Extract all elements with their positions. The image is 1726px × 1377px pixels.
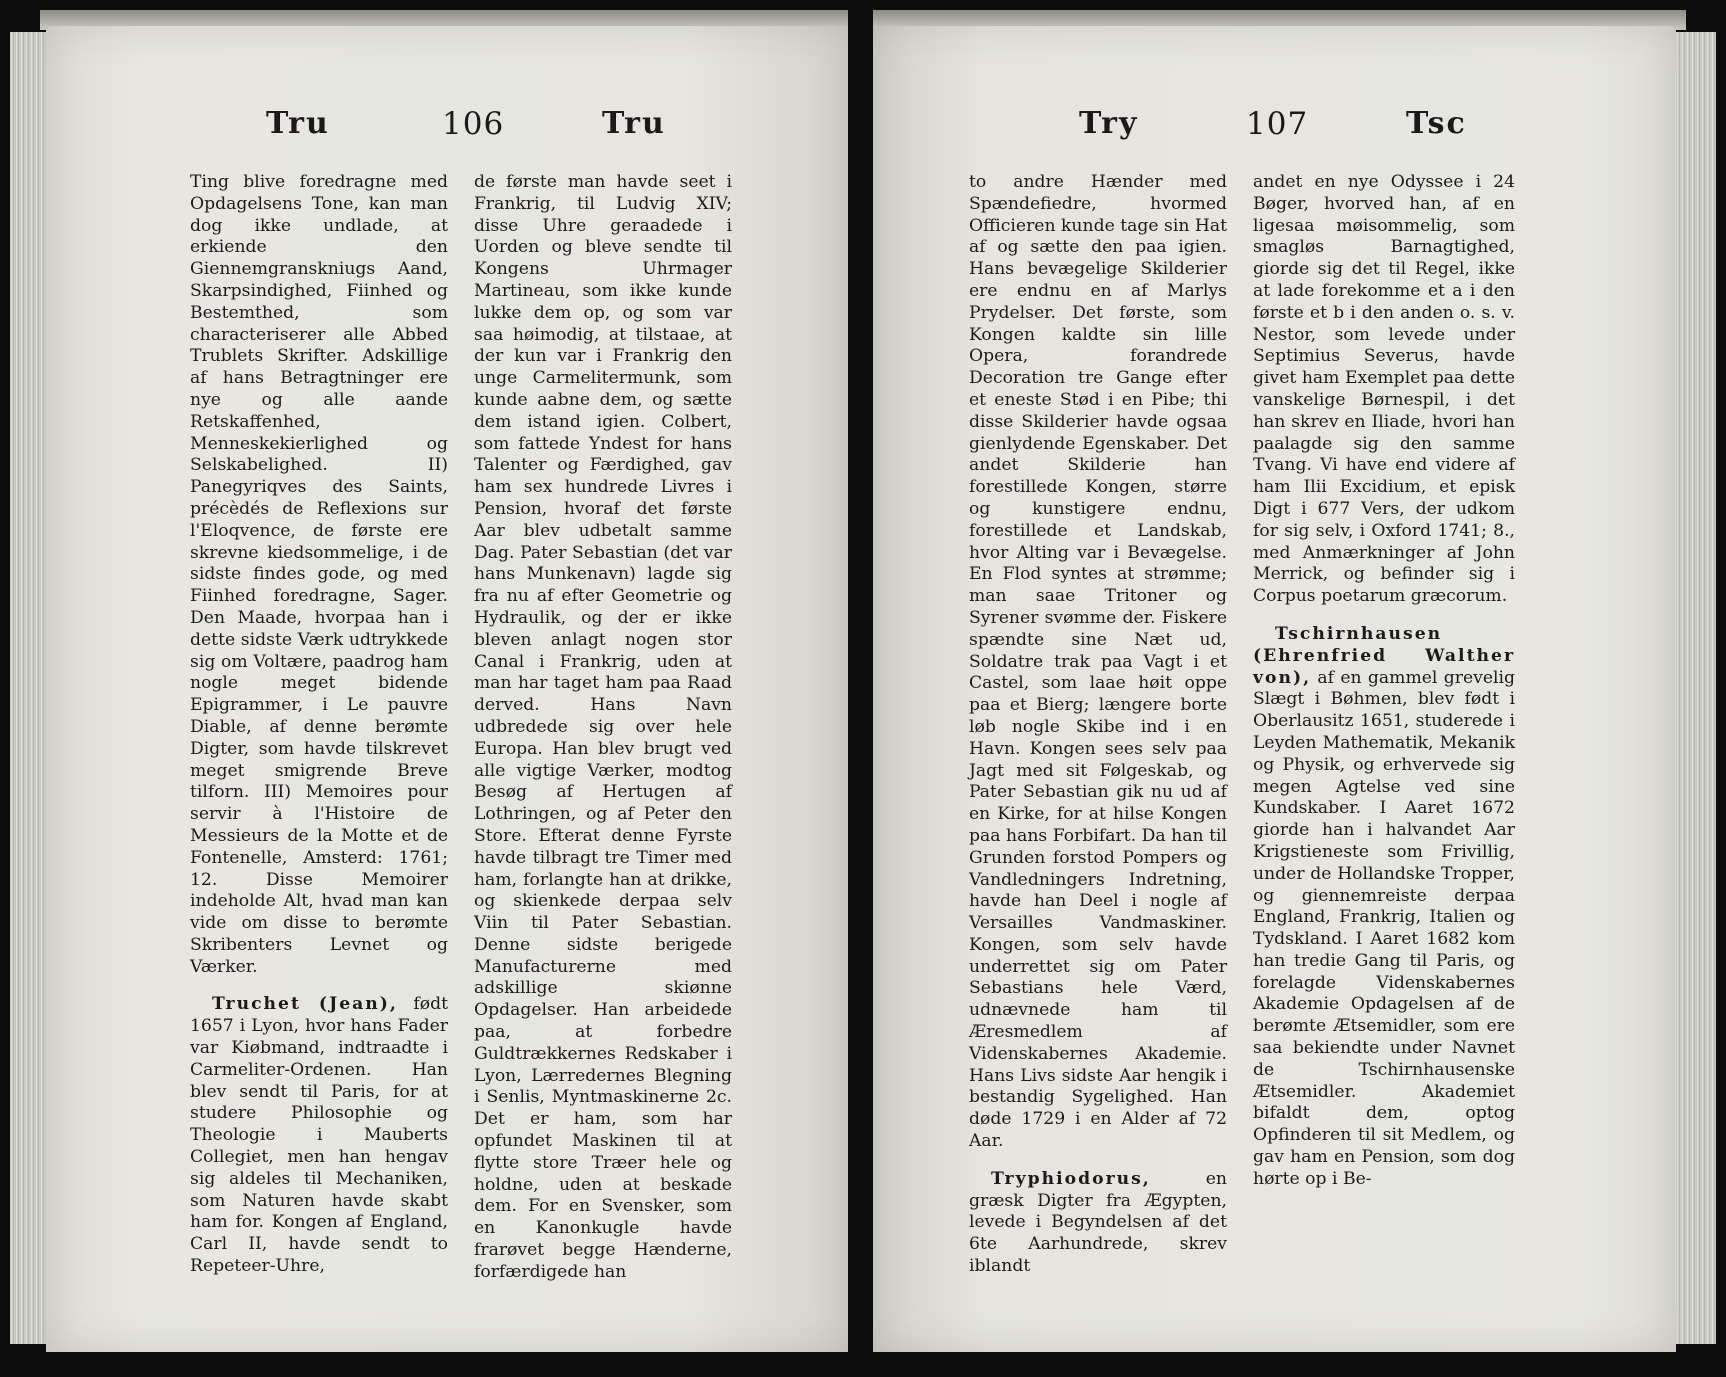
left-page: [46, 26, 848, 1352]
right-page-spread: [873, 10, 1716, 1352]
page-edge-stack: [10, 32, 46, 1344]
header-left-word: Tru: [266, 106, 330, 141]
entry-title: Truchet (Jean),: [212, 994, 398, 1015]
right-page: [873, 26, 1676, 1352]
entry-text: født 1657 i Lyon, hvor hans Fader var Kiøbmand, indtraadte i Carmeliter-Ordenen. Han blev sendt til Paris, for at studere Philosophie og Theologie i Mauberts Collegiet, men han hengav sig aldeles til Mechaniken, som Naturen havde skabt ham for. Kongen af England, Carl II, havde sendt to Repeteer-Uhre,: [190, 994, 449, 1277]
entry-text: en græsk Digter fra Ægypten, levede i Begyndelsen af det 6te Aarhundrede, skrev iblandt: [969, 1168, 1227, 1277]
left-column: [969, 172, 1227, 1278]
header-left-word: Try: [1079, 106, 1139, 141]
entry-title: Tschirnhausen (Ehrenfried Walther von),: [1253, 623, 1515, 688]
header-right-word: Tsc: [1406, 106, 1467, 141]
paragraph: to andre Hænder med Spændefiedre, hvormed Officieren kunde tage sin Hat af og sætte den paa igien. Hans bevægelige Skilderier ere endnu en af Marlys Prydelser. Det første, som Kongen kaldte sin lille Opera, forandrede Decoration tre Gange efter et eneste Stød i en Pibe; thi disse Skilderier havde ogsaa gienlydende Egenskaber. Det andet Skilderie han forestillede Kongen, større og kunstigere endnu, forestillede et Landskab, hvor Alting var i Bevægelse. En Flod syntes at strømme; man saae Tritoner og Syrener svømme der. Fiskere spændte sine Næt ud, Soldatre trak paa Vagt i et Castel, som laae høit oppe paa et Bierg; længere borte løb nogle Skibe ind i en Havn. Kongen sees selv paa Jagt med sit Følgeskab, og Pater Sebastian gik nu ud af en Kirke, for at hilse Kongen paa hans Forbifart. Da han til Grunden forstod Pompers og Vandledningers Indretning, havde han Deel i nogle af Versailles Vandmaskiner. Kongen, som selv havde underrettet sig om Pater Sebastians hele Værd, udnævnede ham til Æresmedlem af Videnskabernes Akademie. Hans Livs sidste Aar hengik i bestandig Sygelighed. Han døde 1729 i en Alder af 72 Aar.: [969, 172, 1227, 1152]
left-column: [190, 172, 448, 1278]
page-number: 106: [442, 106, 505, 142]
page-edge-stack: [1676, 32, 1716, 1344]
left-page-spread: [10, 10, 848, 1352]
entry-tryphiodorus: [969, 1169, 1227, 1278]
paragraph: Ting blive foredragne med Opdagelsens Tone, kan man dog ikke undlade, at erkiende den Giennemgranskniugs Aand, Skarpsindighed, Fiinhed og Bestemthed, som characteriserer alle Abbed Trublets Skrifter. Adskillige af hans Betragtninger ere nye og alle aande Retskaffenhed, Menneskekierlighed og Selskabelighed. II) Panegyriqves des Saints, précèdés de Reflexions sur l'Eloqvence, de første ere skrevne kiedsommelige, i de sidste findes gode, og med Fiinhed foredragne, Sager. Den Maade, hvorpaa han i dette sidste Værk udtrykkede sig om Voltære, paadrog ham nogle meget bidende Epigrammer, i Le pauvre Diable, af denne berømte Digter, som havde tilskrevet meget smigrende Breve tilforn. III) Memoires pour servir à l'Histoire de Messieurs de la Motte et de Fontenelle, Amsterd: 1761; 12. Disse Memoirer indeholde Alt, hvad man kan vide om disse to berømte Skribenters Levnet og Værker.: [190, 172, 448, 977]
right-column: [474, 172, 732, 1284]
entry-text: af en gammel grevelig Slægt i Bøhmen, blev født i Oberlausitz 1651, studerede i Leyden Mathematik, Mekanik og Physik, og erhvervede sig megen Agtelse ved sine Kundskaber. I Aaret 1672 giorde han i halvandet Aar Krigstieneste som Frivillig, under de Hollandske Tropper, og giennemreiste derpaa England, Frankrig, Italien og Tydskland. I Aaret 1682 kom han tredie Gang til Paris, og forelagde Videnskabernes Akademie Opdagelsen af de berømte Ætsemidler, som ere saa bekiendte under Navnet de Tschirnhausenske Ætsemidler. Akademiet bifaldt dem, optog Opfinderen til sit Medlem, og gav ham en Pension, som dog hørte op i Be-: [1253, 667, 1515, 1189]
right-column: [1253, 172, 1515, 1191]
paragraph: andet en nye Odyssee i 24 Bøger, hvorved han, af en ligesaa møisommelig, som smagløs Barnagtighed, giorde sig det til Regel, ikke at lade forekomme et a i den første et b i den anden o. s. v. Nestor, som levede under Septimius Severus, havde givet ham Exemplet paa dette vanskelige Børnespil, i det han skrev en Iliade, hvori han paalagde sig den samme Tvang. Vi have end videre af ham Ilii Excidium, et episk Digt i 677 Vers, der udkom for sig selv, i Oxford 1741; 8., med Anmærkninger af John Merrick, og befinder sig i Corpus poetarum græcorum.: [1253, 172, 1515, 607]
paragraph: de første man havde seet i Frankrig, til Ludvig XIV; disse Uhre geraadede i Uorden og bleve sendte til Kongens Uhrmager Martineau, som ikke kunde lukke dem op, og som var saa høimodig, at tilstaae, at der kun var i Frankrig den unge Carmelitermunk, som kunde aabne dem, og sætte dem istand igien. Colbert, som fattede Yndest for hans Talenter og Færdighed, gav ham sex hundrede Livres i Pension, hvoraf det første Aar blev udbetalt samme Dag. Pater Sebastian (det var hans Munkenavn) lagde sig fra nu af efter Geometrie og Hydraulik, og der er ikke bleven anlagt nogen stor Canal i Frankrig, uden at man har taget ham paa Raad derved. Hans Navn udbredede sig over hele Europa. Han blev brugt ved alle vigtige Værker, modtog Besøg af Hertugen af Lothringen, og af Peter den Store. Efterat denne Fyrste havde tilbragt tre Timer med ham, forlangte han at drikke, og skienkede derpaa selv Viin til Pater Sebastian. Denne sidste berigede Manufacturerne med adskillige skiønne Opdagelser. Han arbeidede paa, at forbedre Guldtrækkernes Redskaber i Lyon, Lærredernes Blegning i Senlis, Myntmaskinerne 2c. Det er ham, som har opfundet Maskinen til at flytte store Træer hele og holdne, uden at beskade dem. For en Svensker, som en Kanonkugle havde frarøvet begge Hænderne, forfærdigede han: [474, 172, 732, 1282]
entry-truchet: [190, 994, 448, 1277]
entry-title: Tryphiodorus,: [991, 1168, 1151, 1189]
running-header: [873, 106, 1676, 156]
entry-tschirnhausen: [1253, 624, 1515, 1191]
page-number: 107: [1246, 106, 1309, 142]
running-header: [46, 106, 848, 156]
header-right-word: Tru: [602, 106, 666, 141]
